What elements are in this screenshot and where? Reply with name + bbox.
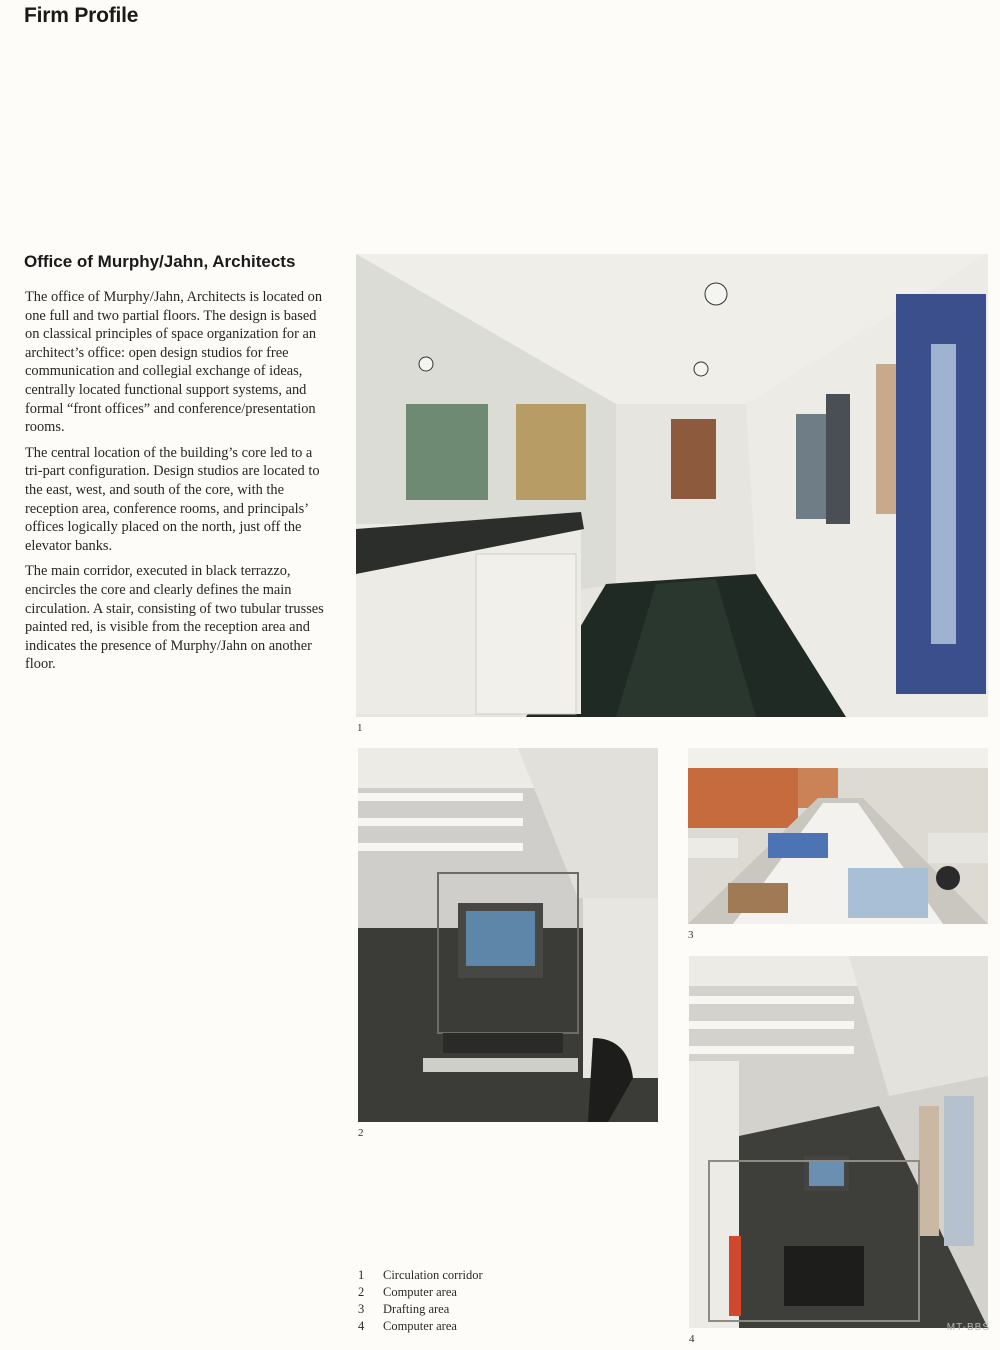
legend-item [358, 1267, 483, 1284]
article-body [25, 288, 330, 681]
photo-computer-area-4 [689, 956, 988, 1328]
photo-legend [358, 1267, 483, 1335]
legend-number: 2 [358, 1285, 365, 1299]
legend-label: Drafting area [383, 1302, 450, 1316]
body-paragraph-3: The main corridor, executed in black terrazzo, encircles the core and clearly defines the main circulation. A stair, consisting of two tubular trusses painted red, is visible from the reception area and indicates the presence of Murphy/Jahn on another floor. [25, 563, 324, 673]
legend-number: 1 [358, 1268, 365, 1282]
body-paragraph-2: The central location of the building’s core led to a tri-part configuration. Design studios are located to the east, west, and south of the core, with the reception area, conference rooms, and principals’ offices logically placed on the north, just off the elevator banks. [25, 444, 320, 554]
legend-number: 4 [358, 1319, 365, 1333]
photo-number-3: 3 [688, 929, 694, 941]
legend-item [358, 1284, 483, 1301]
page-header-title: Firm Profile [24, 4, 139, 27]
photo-circulation-corridor [356, 254, 988, 717]
watermark: MT-BBS [946, 1322, 990, 1333]
photo-drafting-area [688, 748, 988, 924]
legend-label: Computer area [383, 1285, 457, 1299]
legend-item [358, 1301, 483, 1318]
legend-item [358, 1318, 483, 1335]
body-paragraph-1: The office of Murphy/Jahn, Architects is located on one full and two partial floors. The design is based on classical principles of space organization for an architect’s office: open design studios for free communication and collegial exchange of ideas, centrally located functional support systems, and formal “front offices” and conference/presentation rooms. [25, 289, 323, 436]
photo-number-2: 2 [358, 1127, 364, 1139]
legend-number: 3 [358, 1302, 365, 1316]
legend-label: Computer area [383, 1319, 457, 1333]
legend-label: Circulation corridor [383, 1268, 483, 1282]
photo-computer-area-2 [358, 748, 658, 1122]
article-title: Office of Murphy/Jahn, Architects [24, 252, 296, 271]
photo-number-4: 4 [689, 1333, 695, 1345]
photo-number-1: 1 [357, 722, 363, 734]
